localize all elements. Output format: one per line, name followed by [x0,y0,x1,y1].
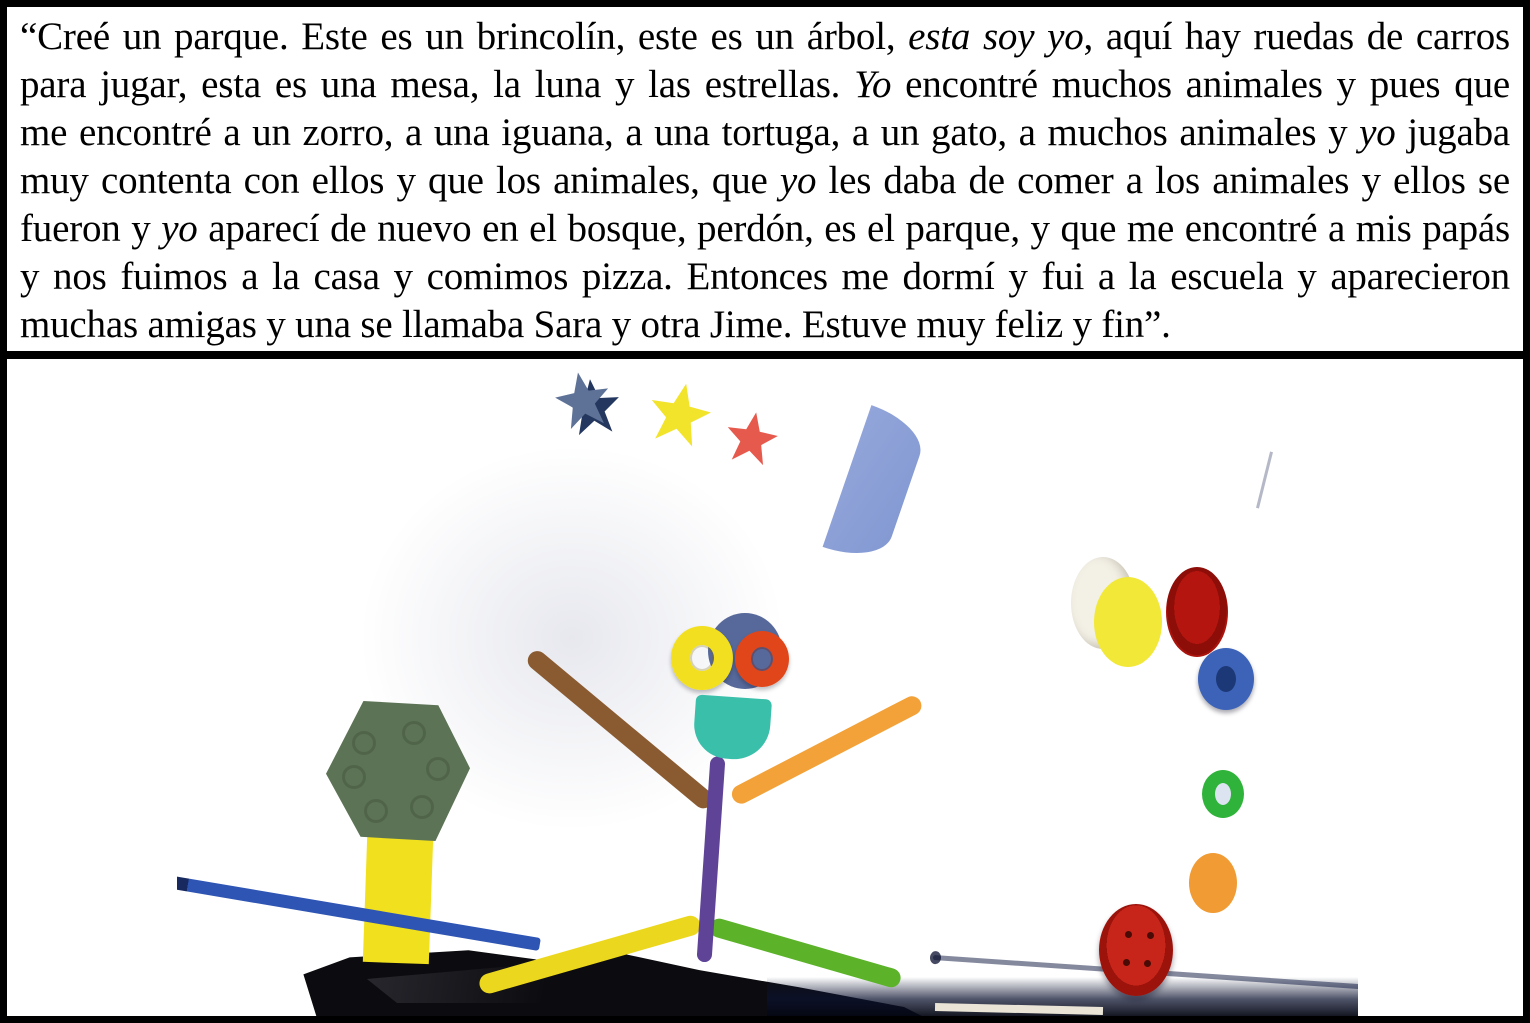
quote-segment-italic: Yo [854,63,892,106]
button-hole [1125,931,1132,938]
quote-line [20,109,1510,157]
quote-segment: aparecí de nuevo en el bosque, perdón, es el parque, y que me encontré a mis papás [197,207,1510,250]
quote-segment-italic: yo [779,159,817,202]
quote-segment: para jugar, esta es una mesa, la luna y las estrellas. [20,63,855,106]
panel-divider [7,351,1523,359]
loose-blue-stick [177,876,541,951]
quote-segment-italic: yo [161,207,198,250]
orange-dot [1189,853,1237,913]
quote-segment: , aquí hay ruedas de carros [1083,15,1510,58]
quote-segment: me encontré a un zorro, a una iguana, a una tortuga, a un gato, a muchos animales y [20,111,1360,154]
quote-segment: muy contenta con ellos y que los animales, que [20,159,780,202]
hexagon-bump [426,757,450,781]
quote-line [20,61,1510,109]
yellow-wheel [1094,577,1162,667]
quote-panel [7,7,1523,351]
quote-line [20,253,1510,301]
quote-line [20,13,1510,61]
yellow-star-icon [642,377,717,453]
tree-trunk [363,836,433,964]
button-hole [1147,932,1154,939]
hexagon-bump [342,765,366,789]
quote-line [20,157,1510,205]
hexagon-bump [352,731,376,755]
quote-line [20,205,1510,253]
board-scratch [1256,451,1273,508]
hexagon-bump [402,721,426,745]
dark-red-wheel [1166,567,1228,657]
figure-yellow-ring-eye [671,626,733,690]
half-moon-icon [823,405,930,567]
quote-segment: fueron y [20,207,162,250]
button-hole [1144,960,1151,967]
red-four-hole-button [1099,904,1173,996]
photo-area [7,363,1523,1016]
quote-segment: jugaba [1395,111,1511,154]
quote-segment: les daba de comer a los animales y ellos se [816,159,1510,202]
green-grommet [1202,770,1244,818]
quote-segment-italic: yo [1359,111,1396,154]
quote-segment: y nos fuimos a la casa y comimos pizza. Entonces me dormí y fui a la escuela y aparecieron [20,255,1510,298]
figure-red-ring-eye [735,631,789,687]
quote-line [20,301,1510,349]
quote-segment: muchas amigas y una se llamaba Sara y otra Jime. Estuve muy feliz y fin”. [20,303,1171,346]
hexagon-bump [410,795,434,819]
craft-photo [177,363,1358,1016]
blue-grommet [1198,648,1254,710]
quote-segment: encontré muchos animales y pues que [891,63,1510,106]
hexagon-bump [364,799,388,823]
quote-segment-italic: esta soy yo [908,15,1084,58]
quote-text [20,13,1510,349]
button-hole [1123,959,1130,966]
quote-segment: “Creé un parque. Este es un brincolín, este es un árbol, [20,15,909,58]
